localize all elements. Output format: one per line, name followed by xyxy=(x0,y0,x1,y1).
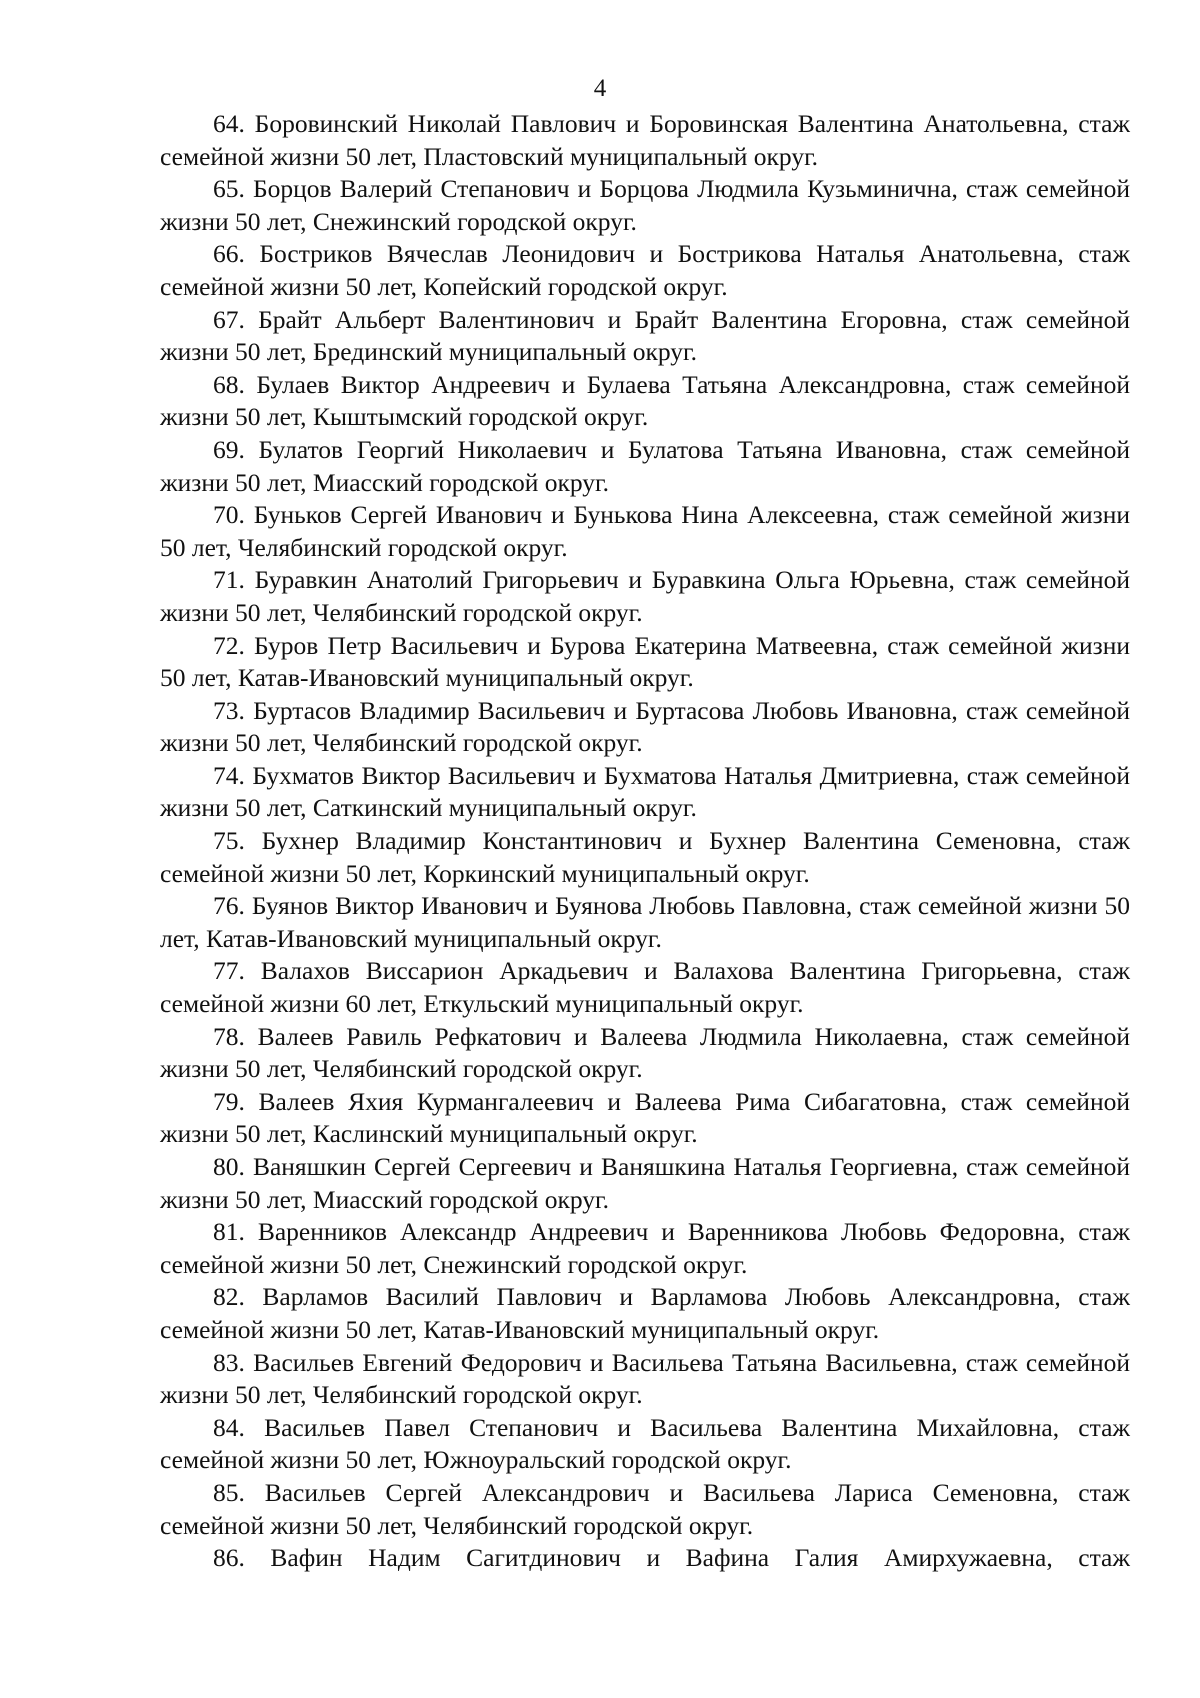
item-number: 79. xyxy=(213,1086,245,1116)
item-text: Варенников Александр Андреевич и Варенникова Любовь Федоровна, стаж семейной жизни 50 лет, Снежинский городской округ. xyxy=(160,1217,1131,1279)
list-item xyxy=(160,108,1130,173)
list-item xyxy=(160,173,1130,238)
item-text: Васильев Павел Степанович и Васильева Валентина Михайловна, стаж семейной жизни 50 лет, Южноуральский городской округ. xyxy=(160,1412,1131,1475)
item-text: Брайт Альберт Валентинович и Брайт Валентина Егоровна, стаж семейной жизни 50 лет, Брединский муниципальный округ. xyxy=(160,304,1131,367)
item-number: 69. xyxy=(213,434,245,464)
list-item xyxy=(160,1281,1130,1346)
list-item xyxy=(160,369,1130,434)
item-text: Валеев Яхия Курмангалеевич и Валеева Рима Сибагатовна, стаж семейной жизни 50 лет, Каслинский муниципальный округ. xyxy=(160,1086,1131,1149)
list-item xyxy=(160,760,1130,825)
item-number: 72. xyxy=(213,630,245,660)
list-item xyxy=(160,1216,1130,1281)
item-number: 85. xyxy=(213,1477,245,1507)
item-text: Варламов Василий Павлович и Варламова Любовь Александровна, стаж семейной жизни 50 лет, Катав-Ивановский муниципальный округ. xyxy=(160,1282,1130,1344)
item-text: Бухматов Виктор Васильевич и Бухматова Наталья Дмитриевна, стаж семейной жизни 50 лет, Саткинский муниципальный округ. xyxy=(160,760,1130,823)
item-number: 73. xyxy=(213,695,245,725)
item-number: 75. xyxy=(213,826,245,856)
list-item xyxy=(160,955,1130,1020)
item-text: Боровинский Николай Павлович и Боровинская Валентина Анатольевна, стаж семейной жизни 50 лет, Пластовский муниципальный округ. xyxy=(160,109,1131,171)
item-number: 64. xyxy=(213,109,245,138)
item-text: Ваняшкин Сергей Сергеевич и Ваняшкина Наталья Георгиевна, стаж семейной жизни 50 лет, Миасский городской округ. xyxy=(160,1152,1131,1214)
item-text: Вафин Надим Сагитдинович и Вафина Галия Амирхужаевна, стаж xyxy=(270,1543,1130,1573)
item-text: Буравкин Анатолий Григорьевич и Буравкина Ольга Юрьевна, стаж семейной жизни 50 лет, Челябинский городской округ. xyxy=(160,565,1130,627)
award-list xyxy=(160,108,1130,1575)
list-item xyxy=(160,304,1130,369)
item-number: 81. xyxy=(213,1217,245,1247)
list-item xyxy=(160,238,1130,303)
item-number: 71. xyxy=(213,565,245,595)
list-item xyxy=(160,695,1130,760)
list-item xyxy=(160,434,1130,499)
item-number: 84. xyxy=(213,1412,245,1442)
list-item xyxy=(160,1542,1130,1575)
item-number: 66. xyxy=(213,239,245,269)
list-item xyxy=(160,890,1130,955)
list-item xyxy=(160,1412,1130,1477)
list-item xyxy=(160,825,1130,890)
list-item xyxy=(160,1347,1130,1412)
list-item xyxy=(160,499,1130,564)
item-number: 74. xyxy=(213,760,245,790)
list-item xyxy=(160,1477,1130,1542)
item-text: Буров Петр Васильевич и Бурова Екатерина Матвеевна, стаж семейной жизни 50 лет, Катав-Ивановский муниципальный округ. xyxy=(160,630,1131,693)
item-number: 70. xyxy=(213,500,245,530)
item-number: 77. xyxy=(213,956,245,986)
item-number: 86. xyxy=(213,1543,245,1573)
item-number: 76. xyxy=(213,891,245,921)
item-text: Булатов Георгий Николаевич и Булатова Татьяна Ивановна, стаж семейной жизни 50 лет, Миасский городской округ. xyxy=(160,434,1131,497)
item-number: 78. xyxy=(213,1021,245,1051)
item-number: 68. xyxy=(213,369,245,399)
page-number: 4 xyxy=(593,75,607,102)
list-item xyxy=(160,630,1130,695)
item-number: 67. xyxy=(213,304,245,334)
item-text: Булаев Виктор Андреевич и Булаева Татьяна Александровна, стаж семейной жизни 50 лет, Кыштымский городской округ. xyxy=(160,369,1130,432)
item-text: Валахов Виссарион Аркадьевич и Валахова Валентина Григорьевна, стаж семейной жизни 60 лет, Еткульский муниципальный округ. xyxy=(160,956,1131,1019)
item-text: Бухнер Владимир Константинович и Бухнер Валентина Семеновна, стаж семейной жизни 50 лет, Коркинский муниципальный округ. xyxy=(160,826,1130,888)
item-text: Васильев Сергей Александрович и Васильева Лариса Семеновна, стаж семейной жизни 50 лет, Челябинский городской округ. xyxy=(160,1477,1130,1540)
list-item xyxy=(160,564,1130,629)
item-number: 80. xyxy=(213,1152,245,1181)
item-text: Васильев Евгений Федорович и Васильева Татьяна Васильевна, стаж семейной жизни 50 лет, Челябинский городской округ. xyxy=(160,1347,1131,1410)
item-text: Борцов Валерий Степанович и Борцова Людмила Кузьминична, стаж семейной жизни 50 лет, Снежинский городской округ. xyxy=(160,174,1130,236)
item-number: 82. xyxy=(213,1282,245,1312)
item-text: Буртасов Владимир Васильевич и Буртасова Любовь Ивановна, стаж семейной жизни 50 лет, Челябинский городской округ. xyxy=(160,695,1130,758)
item-text: Бостриков Вячеслав Леонидович и Бострикова Наталья Анатольевна, стаж семейной жизни 50 лет, Копейский городской округ. xyxy=(160,239,1130,301)
item-text: Буньков Сергей Иванович и Бунькова Нина Алексеевна, стаж семейной жизни 50 лет, Челябинский городской округ. xyxy=(160,500,1130,562)
item-number: 83. xyxy=(213,1347,245,1377)
list-item xyxy=(160,1021,1130,1086)
list-item xyxy=(160,1151,1130,1216)
item-text: Буянов Виктор Иванович и Буянова Любовь Павловна, стаж семейной жизни 50 лет, Катав-Ивановский муниципальный округ. xyxy=(160,891,1131,953)
list-item xyxy=(160,1086,1130,1151)
item-text: Валеев Равиль Рефкатович и Валеева Людмила Николаевна, стаж семейной жизни 50 лет, Челябинский городской округ. xyxy=(160,1021,1131,1084)
item-number: 65. xyxy=(213,174,245,204)
